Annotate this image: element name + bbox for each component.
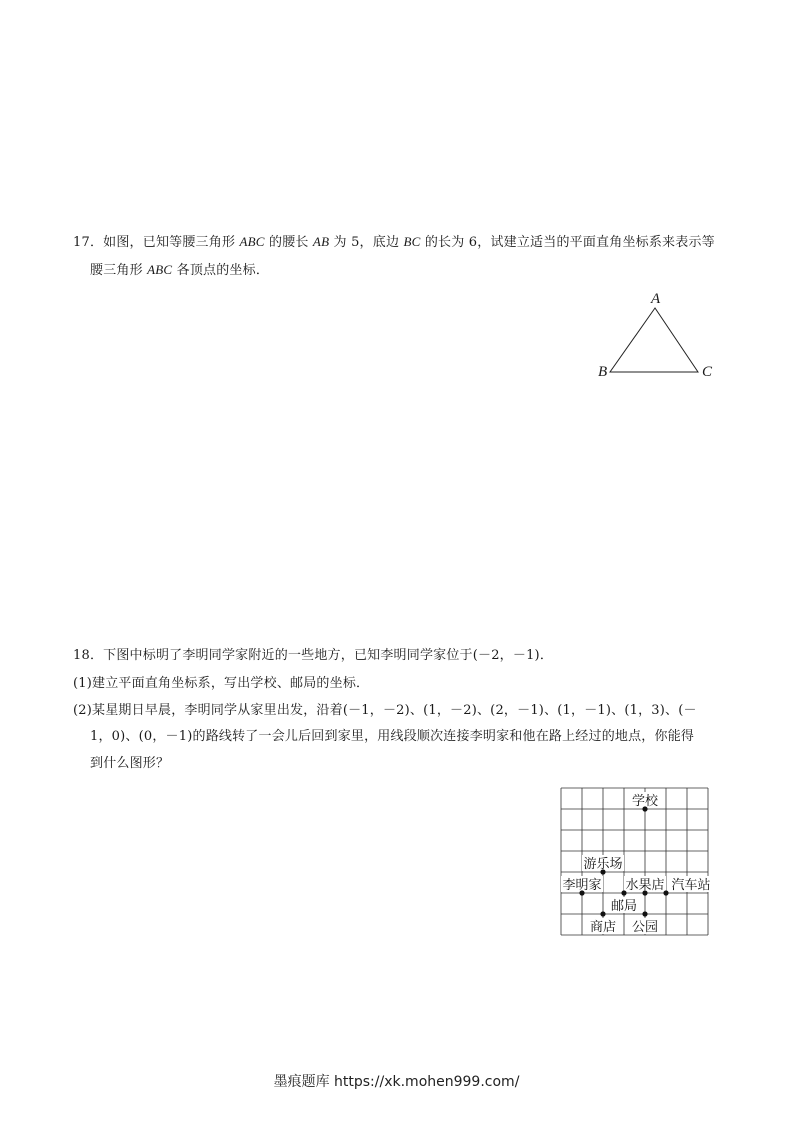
- q17-text: ．如图，已知等腰三角形: [89, 235, 240, 250]
- q17-text: 的腰长: [264, 235, 313, 250]
- q17-number: 17: [73, 235, 90, 250]
- q17-bc: BC: [403, 234, 421, 249]
- park-dot: [642, 911, 647, 916]
- label-shop: 商店: [589, 920, 617, 935]
- q18-line-4: 1，0)、(0，－1)的路线转了一会儿后回到家里，用线段顺次连接李明家和他在路上经过的地点，你能得: [90, 729, 695, 744]
- label-post-office: 邮局: [610, 899, 638, 914]
- shop-dot: [600, 911, 605, 916]
- q17-ab: AB: [312, 234, 330, 249]
- vertex-label-b: B: [598, 364, 608, 380]
- footer-watermark: 墨痕题库 https://xk.mohen999.com/: [273, 1074, 520, 1090]
- q17-abc: ABC: [147, 262, 173, 277]
- q17-text: 为 5，底边: [329, 235, 404, 250]
- label-fruit-store: 水果店: [625, 878, 665, 893]
- triangle-abc: [610, 308, 698, 372]
- q18-line-3: (2)某星期日早晨，李明同学从家里出发，沿着(－1，－2)、(1，－2)、(2，－1)、(1，－1)、(1，3)、(－: [73, 703, 697, 718]
- q18-line-5: 到什么图形？: [90, 756, 170, 771]
- q17-line-2: [90, 262, 269, 279]
- q17-text: 腰三角形: [90, 263, 148, 278]
- q17-line-1: [73, 234, 715, 251]
- label-bus-station: 汽车站: [671, 878, 711, 893]
- q17-text: 各顶点的坐标．: [172, 263, 270, 278]
- vertex-label-c: C: [702, 364, 713, 380]
- q18-line-1: 18．下图中标明了李明同学家附近的一些地方，已知李明同学家位于(－2，－1)．: [73, 648, 554, 663]
- vertex-label-a: A: [651, 291, 661, 307]
- q17-abc: ABC: [239, 234, 265, 249]
- label-liming-home: 李明家: [562, 878, 602, 893]
- label-school: 学校: [631, 794, 659, 809]
- q17-text: 的长为 6，试建立适当的平面直角坐标系来表示等: [420, 235, 715, 250]
- label-park: 公园: [631, 920, 659, 935]
- q18-line-2: (1)建立平面直角坐标系，写出学校、邮局的坐标．: [73, 676, 370, 691]
- map-grid: [555, 782, 720, 942]
- label-playground: 游乐场: [583, 857, 623, 872]
